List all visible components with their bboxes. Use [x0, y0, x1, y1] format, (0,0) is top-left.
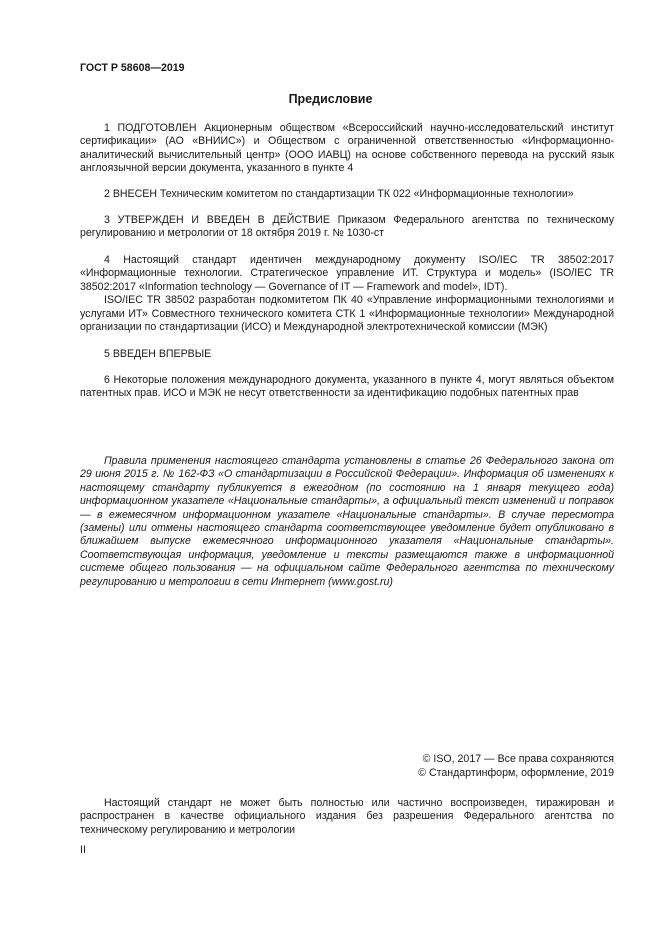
section-4 [80, 254, 614, 334]
legal-notice: Правила применения настоящего стандарта установлены в статье 26 Федерального закона от 29 июня 2015 г. № 162-ФЗ «О стандартизации в Российской Федерации». Информация об изменениях к настоящему стандарту публикуется в ежегодном (по состоянию на 1 января текущего года) информационном указателе «Национальные стандарты», а официальный текст изменений и поправок — в ежемесячном информационном указателе «Национальные стандарты». В случае пересмотра (замены) или отмены настоящего стандарта соответствующее уведомление будет опубликовано в ближайшем выпуске ежемесячного информационного указателя «Национальные стандарты». Соответствующая информация, уведомление и тексты размещаются также в информационной системе общего пользования — на официальном сайте Федерального агентства по техническому регулированию и метрологии в сети Интернет (www.gost.ru) [80, 455, 614, 588]
section-1 [80, 122, 614, 176]
page-header: ГОСТ Р 58608—2019 [80, 62, 185, 74]
page-title: Предисловие [288, 92, 373, 106]
reproduction-notice: Настоящий стандарт не может быть полностью или частично воспроизведен, тиражирован и распространен в качестве официального издания без разрешения Федерального агентства по техническому регулированию и метрологии [80, 797, 614, 836]
section-3-text: 3 УТВЕРЖДЕН И ВВЕДЕН В ДЕЙСТВИЕ Приказом Федерального агентства по техническому регулированию и метрологии от 18 октября 2019 г. № 1030-ст [80, 214, 614, 240]
section-1-text: 1 ПОДГОТОВЛЕН Акционерным обществом «Всероссийский научно-исследовательский институт сертификации» (АО «ВНИИС») и Обществом с ограниченной ответственностью «Информационно-аналитический вычислительный центр» (ООО ИАВЦ) на основе собственного перевода на русский язык англоязычной версии документа, указанного в пункте 4 [80, 122, 614, 175]
copyright-standartinform: © Стандартинформ, оформление, 2019 [418, 767, 614, 779]
section-5 [80, 348, 614, 361]
section-2 [80, 188, 614, 201]
section-5-text: 5 ВВЕДЕН ВПЕРВЫЕ [104, 348, 212, 360]
section-2-text: 2 ВНЕСЕН Техническим комитетом по стандартизации ТК 022 «Информационные технологии» [104, 188, 574, 200]
section-3 [80, 214, 614, 241]
page-number: II [80, 844, 86, 856]
section-6-text: 6 Некоторые положения международного документа, указанного в пункте 4, могут являться объектом патентных прав. ИСО и МЭК не несут ответственности за идентификацию подобных патентных прав [80, 374, 614, 400]
copyright-iso: © ISO, 2017 — Все права сохраняются [422, 753, 614, 765]
section-4-text: 4 Настоящий стандарт идентичен международному документу ISO/IEC TR 38502:2017 «Информационные технологии. Стратегическое управление ИТ. Структура и модель» (ISO/IEC TR 38502:2017 «Information technology — Governance of IT — Framework and model», IDT). [80, 254, 614, 293]
section-4-continuation: ISO/IEC TR 38502 разработан подкомитетом ПК 40 «Управление информационными технологиями и услугами ИТ» Совместного технического комитета СТК 1 «Информационные технологии» Международной организации по стандартизации (ИСО) и Международной электротехнической комиссии (МЭК) [80, 294, 614, 334]
section-6 [80, 374, 614, 401]
